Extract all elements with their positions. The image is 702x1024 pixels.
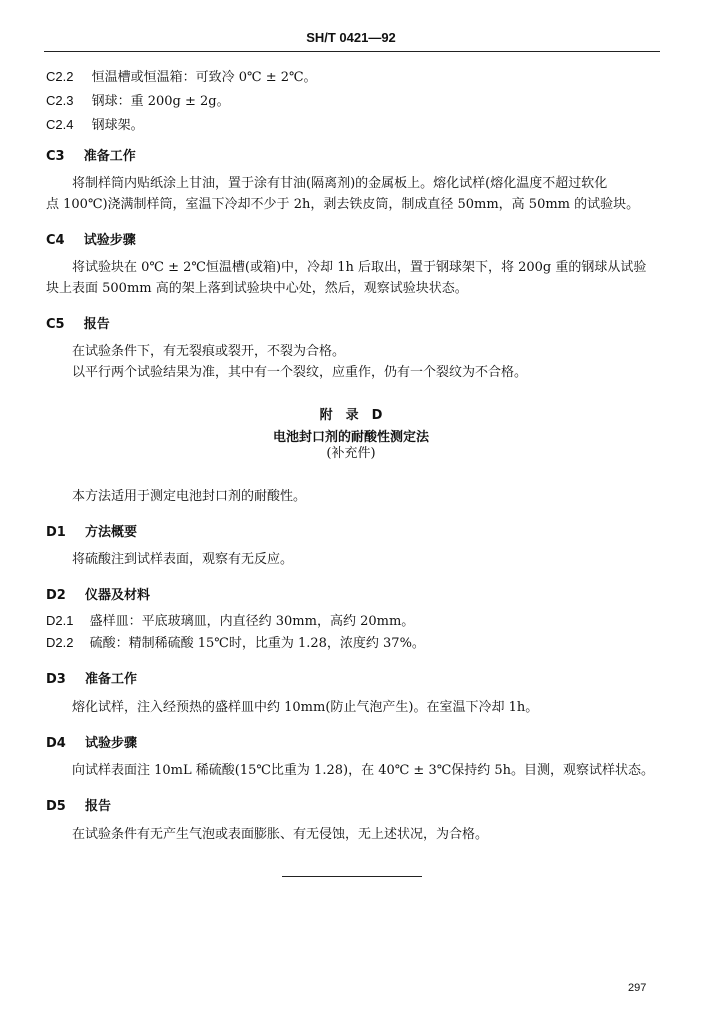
section-heading-c3 [46, 145, 136, 164]
section-title: 试验步骤 [83, 233, 136, 248]
section-title: 仪器及材料 [84, 588, 150, 603]
paragraph-c5-line2: 以平行两个试验结果为准，其中有一个裂纹，应重作，仍有一个裂纹为不合格。 [72, 365, 528, 380]
page-header-standard-number: SH/T 0421—92 [306, 30, 396, 45]
section-number: C3 [46, 149, 65, 164]
clause-c2-4 [46, 116, 144, 135]
section-title: 方法概要 [84, 525, 137, 540]
clause-number: C2.2 [46, 69, 74, 84]
clause-d2-1 [46, 612, 414, 631]
section-title: 报告 [83, 317, 110, 332]
section-heading-d4 [46, 732, 137, 751]
paragraph-c4-line1: 将试验块在 0℃ ± 2℃恒温槽(或箱)中，冷却 1h 后取出，置于钢球架下，将 200g 重的钢球从试验 [72, 260, 647, 275]
clause-number: D2.1 [46, 613, 74, 628]
page-number: 297 [628, 982, 647, 994]
section-heading-d3 [46, 668, 137, 687]
section-number: C5 [46, 317, 65, 332]
section-number: D4 [46, 736, 66, 751]
paragraph-c5-line1: 在试验条件下，有无裂痕或裂开，不裂为合格。 [72, 344, 346, 359]
section-title: 报告 [84, 799, 111, 814]
header-rule [44, 51, 660, 52]
clause-text: 恒温槽或恒温箱：可致冷 0℃ ± 2℃。 [91, 70, 317, 85]
appendix-d-intro: 本方法适用于测定电池封口剂的耐酸性。 [72, 489, 307, 504]
clause-c2-2 [46, 68, 317, 87]
section-number: D5 [46, 799, 66, 814]
clause-text: 盛样皿：平底玻璃皿，内直径约 30mm，高约 20mm。 [89, 614, 415, 629]
clause-number: C2.3 [46, 93, 74, 108]
appendix-d-title: 电池封口剂的耐酸性测定法 [272, 430, 429, 445]
section-number: D2 [46, 588, 66, 603]
clause-number: C2.4 [46, 117, 74, 132]
clause-text: 硫酸：精制稀硫酸 15℃时，比重为 1.28，浓度约 37%。 [89, 636, 425, 651]
section-heading-d2 [46, 584, 150, 603]
section-number: C4 [46, 233, 65, 248]
paragraph-d1: 将硫酸注到试样表面，观察有无反应。 [72, 552, 294, 567]
appendix-d-label: 附 录 D [319, 408, 383, 423]
section-heading-d5 [46, 795, 111, 814]
section-heading-c4 [46, 229, 136, 248]
paragraph-c3-line2: 点 100℃)浇满制样筒，室温下冷却不少于 2h，剥去铁皮筒，制成直径 50mm，高 50mm 的试验块。 [46, 197, 640, 212]
section-number: D3 [46, 672, 66, 687]
paragraph-d5: 在试验条件有无产生气泡或表面膨胀、有无侵蚀，无上述状况，为合格。 [72, 827, 489, 842]
clause-number: D2.2 [46, 635, 74, 650]
end-rule [282, 876, 422, 877]
paragraph-d4: 向试样表面注 10mL 稀硫酸(15℃比重为 1.28)，在 40℃ ± 3℃保持约 5h。目测，观察试样状态。 [72, 763, 655, 778]
clause-text: 钢球架。 [91, 118, 144, 133]
appendix-d-subtitle: (补充件) [326, 446, 376, 461]
section-title: 试验步骤 [84, 736, 137, 751]
section-number: D1 [46, 525, 66, 540]
clause-d2-2 [46, 634, 425, 653]
section-heading-d1 [46, 521, 137, 540]
section-heading-c5 [46, 313, 110, 332]
paragraph-c3-line1: 将制样筒内贴纸涂上甘油，置于涂有甘油(隔离剂)的金属板上。熔化试样(熔化温度不超过软化 [72, 176, 608, 191]
section-title: 准备工作 [84, 672, 137, 687]
paragraph-d3: 熔化试样，注入经预热的盛样皿中约 10mm(防止气泡产生)。在室温下冷却 1h。 [72, 700, 539, 715]
clause-text: 钢球：重 200g ± 2g。 [91, 94, 230, 109]
paragraph-c4-line2: 块上表面 500mm 高的架上落到试验块中心处，然后，观察试验块状态。 [46, 281, 468, 296]
clause-c2-3 [46, 92, 230, 111]
section-title: 准备工作 [83, 149, 136, 164]
